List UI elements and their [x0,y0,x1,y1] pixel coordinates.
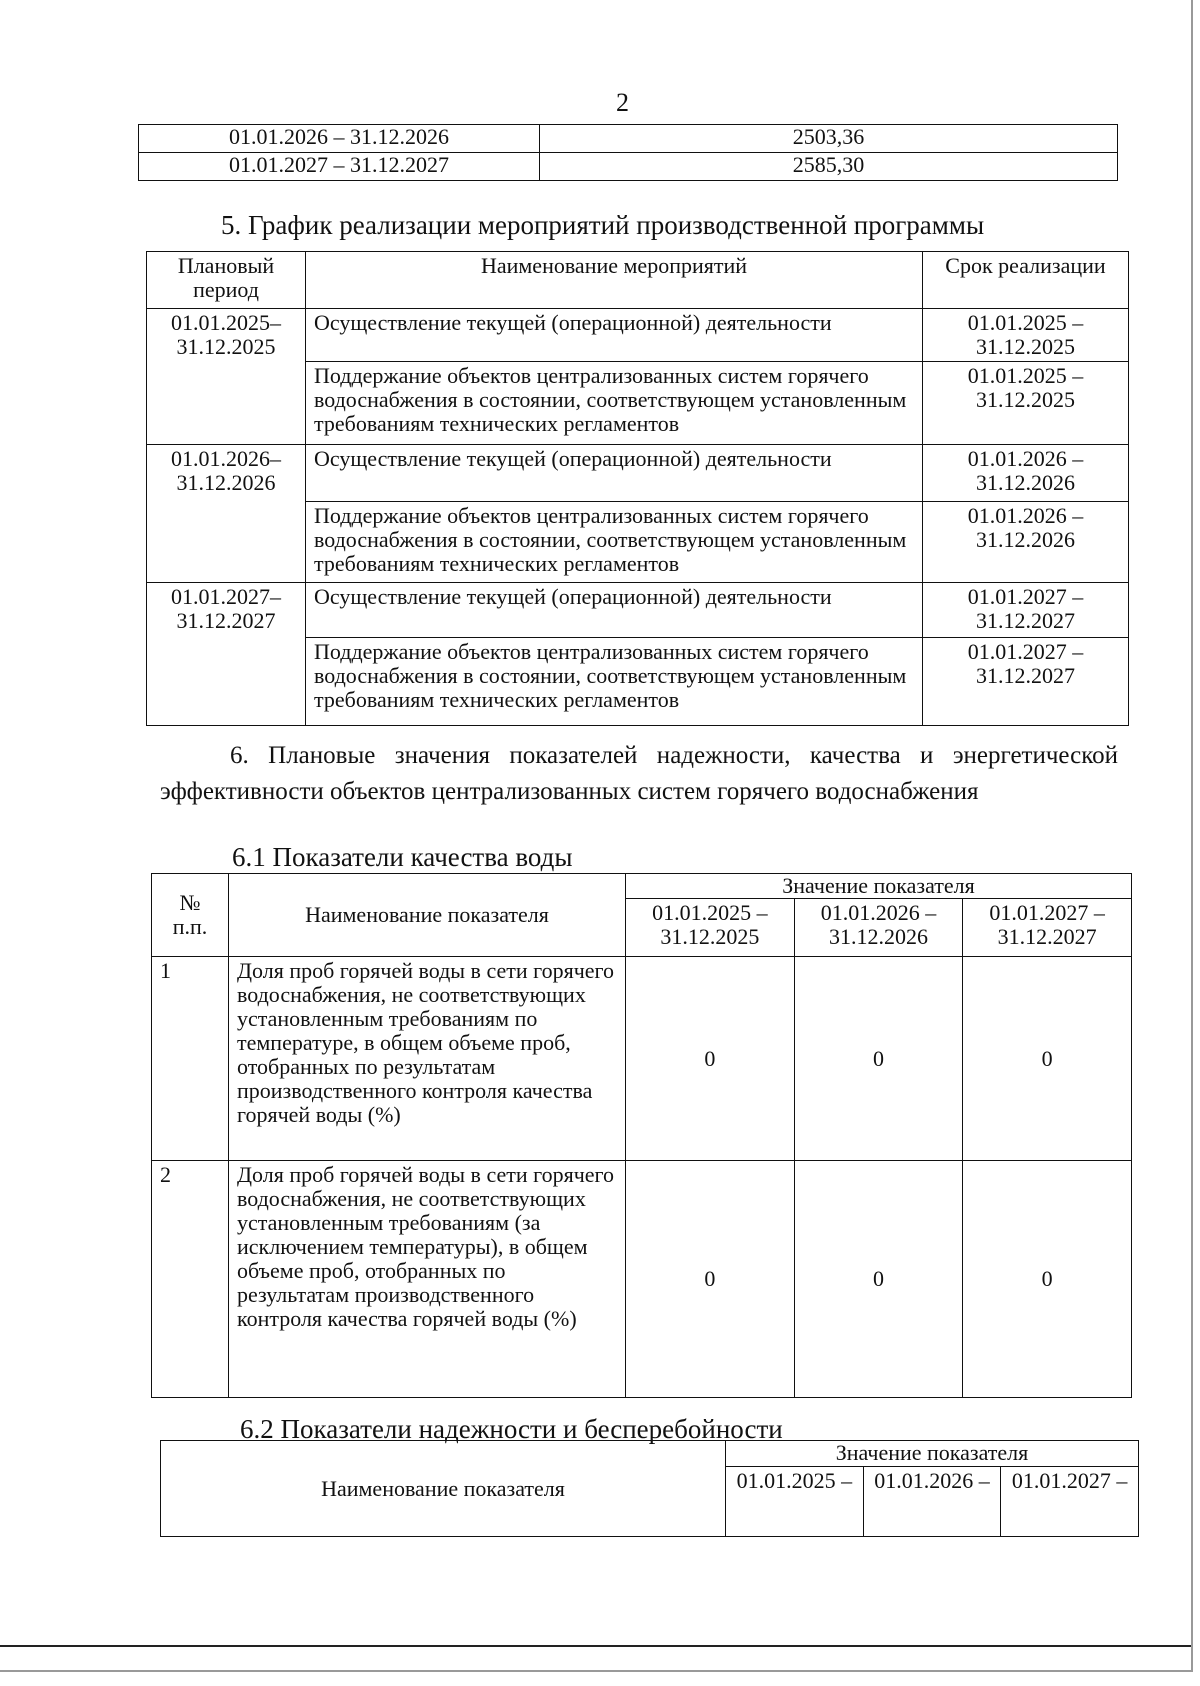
value-cell: 0 [626,957,795,1161]
header-name: Наименование показателя [161,1441,726,1537]
header-period: 01.01.2026 – [863,1467,1001,1537]
section5-title: 5. График реализации мероприятий производственной программы [221,210,985,240]
header-period: 01.01.2025 – [726,1467,864,1537]
term-cell: 01.01.2025 – 31.12.2025 [923,362,1129,445]
page-border-bottom [0,1645,1191,1647]
header-period: 01.01.2027 – 31.12.2027 [963,899,1132,957]
indicator-cell: Доля проб горячей воды в сети горячего водоснабжения, не соответствующих установленным требованиям (за исключением температуры), в общем объеме проб, отобранных по результатам производственного контроля качества горячей воды (%) [229,1161,626,1398]
activity-cell: Осуществление текущей (операционной) деятельности [306,445,923,502]
table-row [152,1161,1132,1398]
period-cell: 01.01.2026 – 31.12.2026 [139,125,540,153]
value-cell: 0 [963,957,1132,1161]
header-row [147,252,1129,309]
section6-title: 6. Плановые значения показателей надежности, качества и энергетической эффективности объектов централизованных систем горячего водоснабжения [160,742,1118,805]
table-row [139,153,1118,181]
num-cell: 2 [152,1161,229,1398]
activity-cell: Осуществление текущей (операционной) деятельности [306,309,923,362]
page-frame-bottom [0,1670,1193,1672]
header-period: 01.01.2026 – 31.12.2026 [794,899,963,957]
period-cell: 01.01.2025– 31.12.2025 [147,309,306,445]
water-quality-table [151,873,1132,1398]
activity-cell: Осуществление текущей (операционной) деятельности [306,583,923,638]
term-cell: 01.01.2027 – 31.12.2027 [923,583,1129,638]
page-border-right [1191,0,1193,1672]
period-cell: 01.01.2027 – 31.12.2027 [139,153,540,181]
value-cell: 0 [963,1161,1132,1398]
section6-1-title: 6.1 Показатели качества воды [232,842,573,872]
header-row [161,1441,1139,1467]
activity-cell: Поддержание объектов централизованных систем горячего водоснабжения в состоянии, соответствующем установленным требованиям технических регламентов [306,638,923,726]
tariff-table [138,124,1118,181]
header-num: № п.п. [152,874,229,957]
header-period: 01.01.2025 – 31.12.2025 [626,899,795,957]
header-value: Значение показателя [726,1441,1139,1467]
num-cell: 1 [152,957,229,1161]
table-row [152,957,1132,1161]
schedule-table [146,251,1129,726]
period-cell: 01.01.2026– 31.12.2026 [147,445,306,583]
activity-cell: Поддержание объектов централизованных систем горячего водоснабжения в состоянии, соответствующем установленным требованиям технических регламентов [306,502,923,583]
table-row [147,583,1129,638]
term-cell: 01.01.2025 – 31.12.2025 [923,309,1129,362]
value-cell: 0 [626,1161,795,1398]
header-period: Плановый период [147,252,306,309]
activity-cell: Поддержание объектов централизованных систем горячего водоснабжения в состоянии, соответствующем установленным требованиям технических регламентов [306,362,923,445]
header-row [152,874,1132,899]
value-cell: 0 [794,957,963,1161]
table-row [147,445,1129,502]
header-name: Наименование показателя [229,874,626,957]
indicator-cell: Доля проб горячей воды в сети горячего водоснабжения, не соответствующих установленным требованиям по температуре, в общем объеме проб, отобранных по результатам производственного контроля качества горячей воды (%) [229,957,626,1161]
value-cell: 0 [794,1161,963,1398]
term-cell: 01.01.2027 – 31.12.2027 [923,638,1129,726]
section6-2-title: 6.2 Показатели надежности и бесперебойности [240,1414,783,1444]
header-period: 01.01.2027 – [1001,1467,1139,1537]
header-term: Срок реализации [923,252,1129,309]
term-cell: 01.01.2026 – 31.12.2026 [923,502,1129,583]
reliability-table [160,1440,1139,1537]
table-row [147,309,1129,362]
value-cell: 2503,36 [540,125,1118,153]
term-cell: 01.01.2026 – 31.12.2026 [923,445,1129,502]
table-row [139,125,1118,153]
page-number: 2 [616,88,629,117]
header-value: Значение показателя [626,874,1132,899]
period-cell: 01.01.2027– 31.12.2027 [147,583,306,726]
value-cell: 2585,30 [540,153,1118,181]
header-name: Наименование мероприятий [306,252,923,309]
